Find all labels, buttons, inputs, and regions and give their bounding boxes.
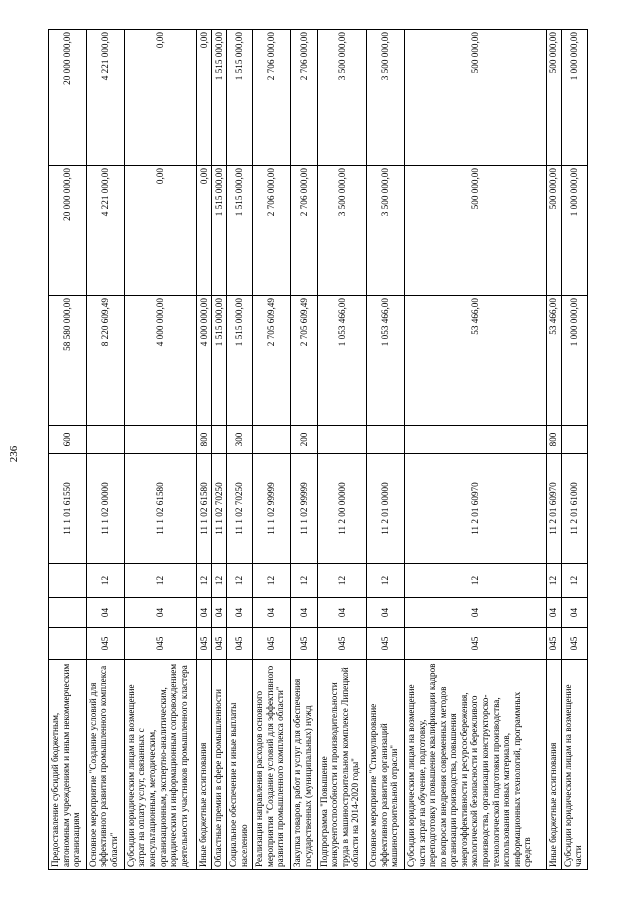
cell-c5: 200	[291, 426, 317, 454]
cell-c4: 11 2 01 60970	[404, 454, 546, 564]
cell-c5	[367, 426, 405, 454]
cell-c1: 045	[291, 628, 317, 660]
cell-c4: 11 1 02 99999	[253, 454, 291, 564]
cell-c3: 12	[291, 564, 317, 598]
table-row	[291, 30, 317, 870]
cell-name: Основное мероприятие "Создание условий для эффективного развития промышленного комплекса области"	[86, 660, 124, 870]
table-row	[212, 30, 227, 870]
cell-v2: 0,00	[197, 166, 212, 296]
table-body	[49, 30, 588, 870]
cell-c4: 11 2 00 00000	[317, 454, 366, 564]
table-row	[124, 30, 197, 870]
cell-v1: 1 515 000,00	[212, 296, 227, 426]
cell-c3: 12	[404, 564, 546, 598]
cell-v3: 20 000 000,00	[49, 30, 87, 166]
cell-c3: 12	[561, 564, 587, 598]
table-row	[226, 30, 252, 870]
cell-v2: 500 000,00	[404, 166, 546, 296]
cell-v1: 4 000 000,00	[124, 296, 197, 426]
cell-c2	[49, 598, 87, 628]
cell-c2: 04	[212, 598, 227, 628]
cell-c3: 12	[253, 564, 291, 598]
cell-c3: 12	[546, 564, 561, 598]
cell-c2: 04	[253, 598, 291, 628]
table-row	[86, 30, 124, 870]
cell-c5	[124, 426, 197, 454]
cell-v1: 2 705 609,49	[291, 296, 317, 426]
cell-v3: 2 706 000,00	[291, 30, 317, 166]
cell-c2: 04	[226, 598, 252, 628]
cell-v1: 53 466,00	[404, 296, 546, 426]
cell-v2: 500 000,00	[546, 166, 561, 296]
cell-v1: 1 515 000,00	[226, 296, 252, 426]
budget-table-rotated	[48, 30, 588, 870]
page-number: 236	[8, 445, 20, 463]
cell-c5: 800	[546, 426, 561, 454]
cell-c1: 045	[226, 628, 252, 660]
cell-v1: 58 580 000,00	[49, 296, 87, 426]
cell-v3: 0,00	[124, 30, 197, 166]
cell-name: Иные бюджетные ассигнования	[197, 660, 212, 870]
cell-v2: 1 515 000,00	[212, 166, 227, 296]
cell-c1: 045	[86, 628, 124, 660]
cell-c1: 045	[546, 628, 561, 660]
cell-name: Закупка товаров, работ и услуг для обеспечения государственных (муниципальных) нужд	[291, 660, 317, 870]
cell-v1: 4 000 000,00	[197, 296, 212, 426]
cell-c2: 04	[367, 598, 405, 628]
cell-v3: 1 515 000,00	[226, 30, 252, 166]
cell-v3: 2 706 000,00	[253, 30, 291, 166]
cell-v3: 500 000,00	[404, 30, 546, 166]
table-row	[546, 30, 561, 870]
cell-c2: 04	[291, 598, 317, 628]
cell-c1: 045	[317, 628, 366, 660]
cell-c5	[212, 426, 227, 454]
cell-c1	[49, 628, 87, 660]
table-row	[253, 30, 291, 870]
cell-c1: 045	[253, 628, 291, 660]
cell-v2: 1 000 000,00	[561, 166, 587, 296]
cell-name: Субсидии юридическим лицам на возмещение части затрат на обучение, подготовку, переподготовку и повышение квалификации кадров по вопросам внедрения современных методов организации производства, повышения энергоэффективности и ресурсосбережения, экологической безопасности и бережливого производства, организации конструкторско-технологической подготовки производства, использования новых материалов, информационных технологий, программных средств	[404, 660, 546, 870]
table-row	[561, 30, 587, 870]
cell-c5	[253, 426, 291, 454]
cell-v1: 1 053 466,00	[317, 296, 366, 426]
cell-c4: 11 2 01 60970	[546, 454, 561, 564]
cell-c4: 11 1 02 00000	[86, 454, 124, 564]
cell-c5: 800	[197, 426, 212, 454]
cell-v3: 1 515 000,00	[212, 30, 227, 166]
cell-v2: 20 000 000,00	[49, 166, 87, 296]
cell-c4: 11 1 02 70250	[212, 454, 227, 564]
cell-v3: 1 000 000,00	[561, 30, 587, 166]
cell-name: Социальное обеспечение и иные выплаты населению	[226, 660, 252, 870]
cell-c4: 11 2 01 00000	[367, 454, 405, 564]
cell-v3: 500 000,00	[546, 30, 561, 166]
table-row	[367, 30, 405, 870]
cell-v3: 4 221 000,00	[86, 30, 124, 166]
cell-v3: 3 500 000,00	[367, 30, 405, 166]
cell-v2: 3 500 000,00	[317, 166, 366, 296]
budget-table	[48, 29, 588, 870]
cell-c3: 12	[226, 564, 252, 598]
cell-c3: 12	[124, 564, 197, 598]
cell-c3: 12	[197, 564, 212, 598]
cell-name: Подпрограмма "Повышение конкурентоспособности и производительности труда в машиностроительном комплексе Липецкой области на 2014-2020 годы"	[317, 660, 366, 870]
cell-c3: 12	[367, 564, 405, 598]
cell-name: Субсидии юридическим лицам на возмещение части	[561, 660, 587, 870]
cell-name: Основное мероприятие "Стимулирование эффективного развития организаций машиностроительной отрасли"	[367, 660, 405, 870]
cell-c1: 045	[197, 628, 212, 660]
table-row	[404, 30, 546, 870]
cell-v1: 53 466,00	[546, 296, 561, 426]
cell-c2: 04	[546, 598, 561, 628]
cell-c4: 11 1 01 61550	[49, 454, 87, 564]
cell-name: Субсидии юридическим лицам на возмещение затрат на оплату услуг, связанных с консультационным, методическим, организационным, экспертно-аналитическим, юридическим и информационным сопровождением деятельности участников промышленного кластера	[124, 660, 197, 870]
cell-c5	[404, 426, 546, 454]
cell-name: Реализация направления расходов основного мероприятия "Создание условий для эффективного развития промышленного комплекса области"	[253, 660, 291, 870]
cell-c1: 045	[367, 628, 405, 660]
cell-v2: 2 706 000,00	[253, 166, 291, 296]
cell-v1: 1 053 466,00	[367, 296, 405, 426]
cell-c2: 04	[197, 598, 212, 628]
cell-v2: 1 515 000,00	[226, 166, 252, 296]
cell-c3: 12	[317, 564, 366, 598]
cell-c5: 600	[49, 426, 87, 454]
cell-v2: 3 500 000,00	[367, 166, 405, 296]
cell-c3: 12	[212, 564, 227, 598]
cell-name: Областные премии в сфере промышленности	[212, 660, 227, 870]
cell-c2: 04	[124, 598, 197, 628]
cell-v1: 2 705 609,49	[253, 296, 291, 426]
cell-v1: 1 000 000,00	[561, 296, 587, 426]
cell-c2: 04	[317, 598, 366, 628]
cell-c3: 12	[86, 564, 124, 598]
cell-c1: 045	[124, 628, 197, 660]
cell-v2: 4 221 000,00	[86, 166, 124, 296]
cell-c4: 11 1 02 61580	[197, 454, 212, 564]
cell-c4: 11 2 01 61000	[561, 454, 587, 564]
cell-v3: 0,00	[197, 30, 212, 166]
table-row	[197, 30, 212, 870]
cell-c4: 11 1 02 61580	[124, 454, 197, 564]
cell-c5	[561, 426, 587, 454]
cell-c5: 300	[226, 426, 252, 454]
cell-c1: 045	[212, 628, 227, 660]
cell-c2: 04	[561, 598, 587, 628]
cell-c5	[86, 426, 124, 454]
cell-c5	[317, 426, 366, 454]
cell-v2: 2 706 000,00	[291, 166, 317, 296]
cell-c4: 11 1 02 99999	[291, 454, 317, 564]
cell-name: Предоставление субсидий бюджетным, автономным учреждениям и иным некоммерческим организациям	[49, 660, 87, 870]
cell-v1: 8 220 609,49	[86, 296, 124, 426]
cell-c3	[49, 564, 87, 598]
table-row	[49, 30, 87, 870]
cell-c2: 04	[86, 598, 124, 628]
table-row	[317, 30, 366, 870]
cell-c2: 04	[404, 598, 546, 628]
cell-v2: 0,00	[124, 166, 197, 296]
cell-c1: 045	[404, 628, 546, 660]
cell-c4: 11 1 02 70250	[226, 454, 252, 564]
cell-v3: 3 500 000,00	[317, 30, 366, 166]
cell-name: Иные бюджетные ассигнования	[546, 660, 561, 870]
cell-c1: 045	[561, 628, 587, 660]
